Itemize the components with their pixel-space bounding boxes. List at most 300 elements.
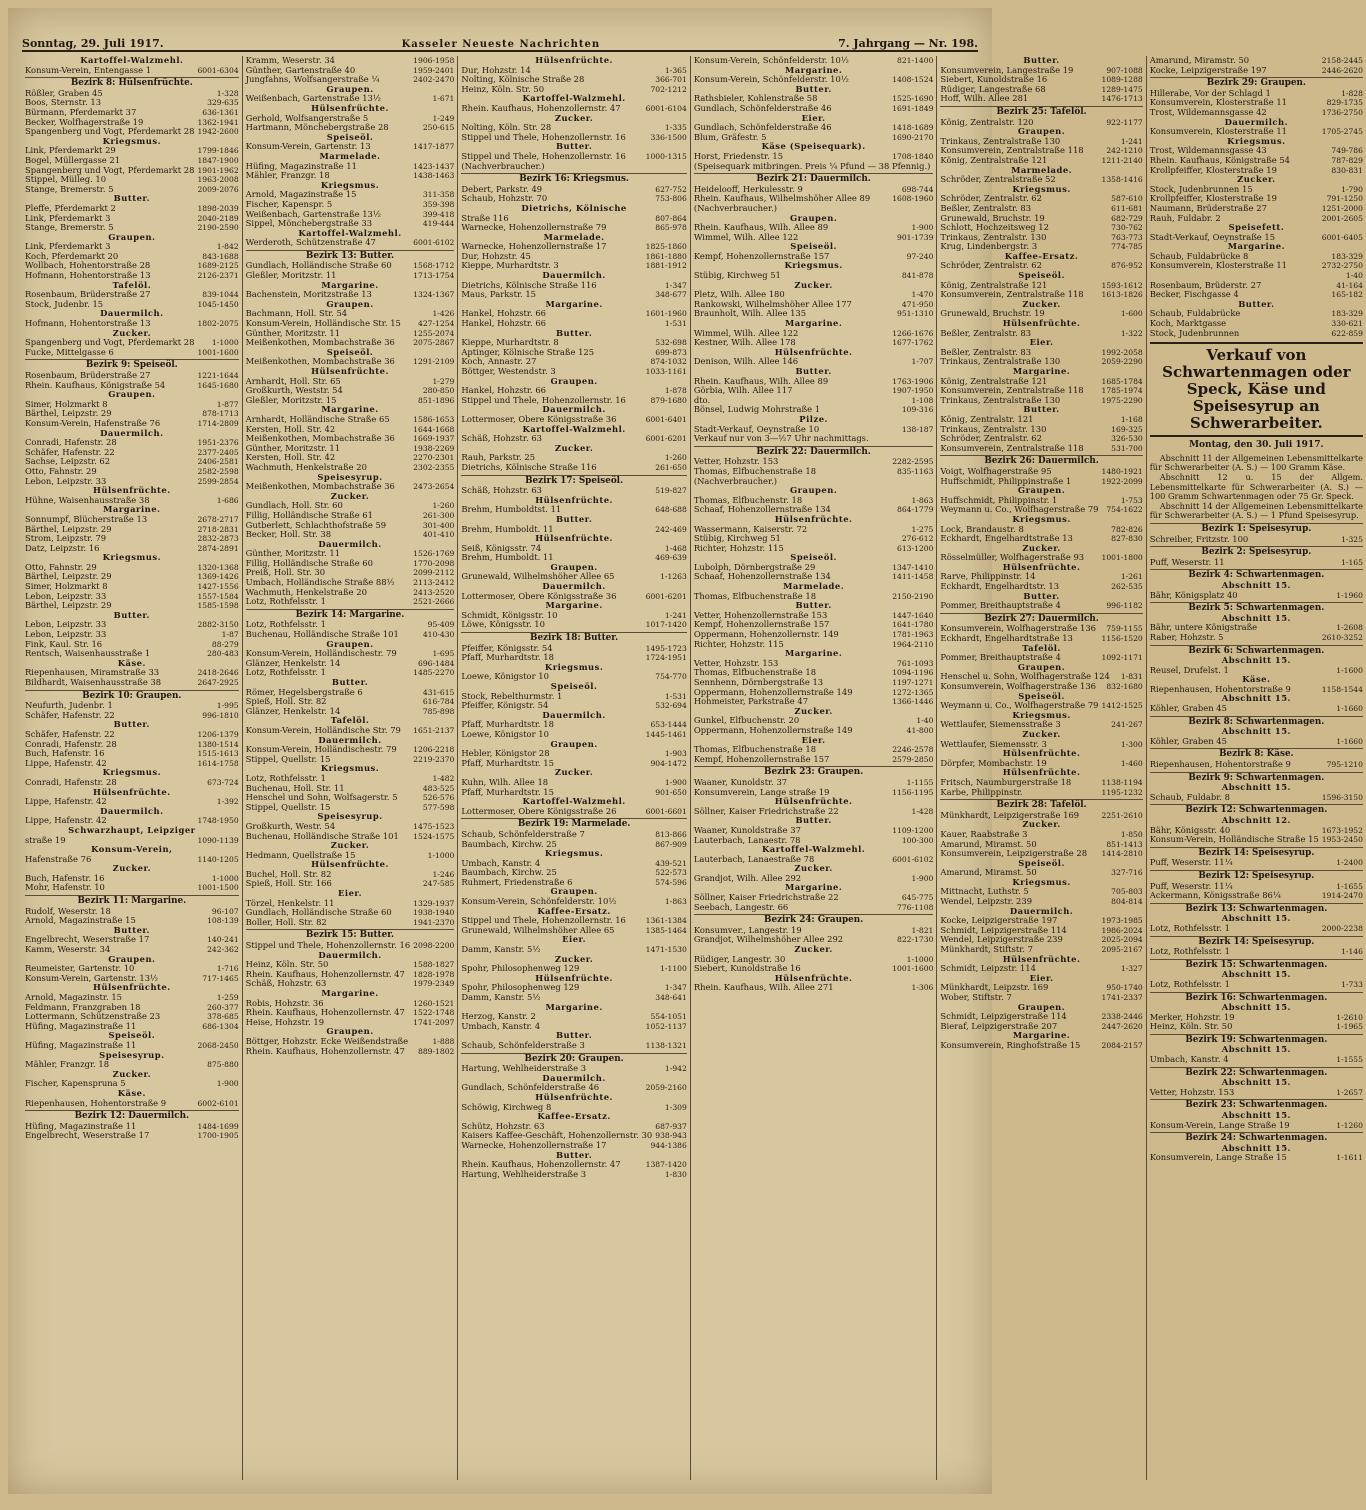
category-heading: Graupen. — [550, 375, 598, 386]
category-heading: Kriegsmus. — [320, 179, 380, 190]
shop-name: Köhler, Graben 45 — [1149, 735, 1227, 746]
shop-name: Gundlach, Schönfelderstraße 46 — [693, 122, 832, 133]
shop-name: Bähr, Königsstr. 40 — [1149, 824, 1231, 835]
ticket-range: 1412-1525 — [1101, 701, 1143, 711]
ticket-range: 1959-2401 — [413, 65, 455, 75]
ticket-range: 1898-2039 — [197, 203, 239, 213]
shop-entry — [694, 386, 934, 396]
district-section — [1150, 77, 1363, 338]
ticket-range: 1-903 — [664, 749, 687, 759]
ticket-range: 469-639 — [655, 553, 687, 563]
shop-name: Stippel, Mülleg. 10 — [25, 174, 107, 185]
shop-name: Bildhardt, Waisenhausstraße 38 — [25, 677, 162, 687]
ticket-range: 140-241 — [207, 935, 239, 945]
shop-name: Kuhn, Wilh. Allee 18 — [461, 776, 549, 787]
shop-name: Rösselmüller, Wolfhagerstraße 93 — [940, 552, 1085, 563]
ticket-range: 1480-1921 — [1101, 466, 1143, 476]
text-column — [458, 56, 690, 1480]
ticket-range: 2882-3150 — [197, 620, 239, 630]
ticket-range: 1206-1379 — [197, 729, 239, 739]
ticket-range: 829-1735 — [1326, 98, 1363, 108]
shop-entry — [25, 1131, 239, 1141]
ticket-range: 88-279 — [211, 639, 239, 649]
ticket-range: 1-1000 — [906, 954, 934, 964]
shop-name: Riepenhausen, Miramstraße 33 — [25, 667, 160, 678]
district-section — [461, 56, 686, 171]
ticket-range: 645-775 — [901, 893, 934, 903]
ticket-range: 1-1263 — [660, 572, 687, 582]
ticket-range: 1938-1940 — [413, 908, 455, 918]
ticket-range: 2040-2189 — [197, 213, 239, 223]
shop-name: Günther, Gartenstraße 40 — [245, 64, 356, 75]
ticket-range: 1-165 — [1341, 557, 1363, 567]
ticket-range: 1-309 — [664, 1102, 687, 1112]
shop-name: Schäfer, Hafenstr. 22 — [25, 728, 115, 739]
ticket-range: 526-576 — [422, 793, 455, 803]
shop-name: Stadt-Verkauf, Oeynstraße 10 — [693, 423, 820, 434]
ticket-range: 2647-2925 — [197, 678, 239, 687]
shop-name: Braunholt, Wilh. Allee 135 — [693, 308, 807, 319]
category-heading: Kriegsmus. — [320, 763, 380, 774]
shop-name: Hartung, Wehlheiderstraße 3 — [461, 1168, 587, 1179]
district-title: Bezirk 23: Graupen. — [694, 766, 934, 778]
shop-name: Stippel, Quellstr. 15 — [245, 801, 331, 812]
category-heading: Margarine. — [784, 64, 843, 75]
shop-name: Lotz, Rothfelsstr. 1 — [245, 596, 326, 607]
ticket-range: 577-598 — [422, 802, 455, 812]
shop-name: Weißenbach, Gartenstraße 13½ — [245, 208, 381, 219]
category-heading: Hülsenfrüchte. — [535, 1091, 613, 1102]
ticket-range: 2446-2620 — [1321, 65, 1363, 75]
shop-name: Gundlach, Schönfelderstraße 46 — [461, 1082, 600, 1093]
ticket-range: 1-249 — [432, 113, 455, 123]
shop-name: Kaisers Kaffee-Geschäft, Hohenzollernstr. 30 — [461, 1130, 653, 1141]
ticket-range: 471-950 — [901, 299, 934, 309]
shop-name: Feldmann, Franzgraben 18 — [25, 1001, 141, 1012]
shop-name: Spangenberg und Vogt, Pferdemarkt 28 — [25, 126, 195, 137]
district-title: Bezirk 12: Dauermilch. — [25, 1110, 239, 1122]
shop-name: Oppermann, Hohenzollernstr. 149 — [693, 629, 839, 640]
district-section — [940, 106, 1142, 453]
shop-name: Köhler, Graben 45 — [1149, 703, 1227, 714]
shop-name: Lotz, Rothfelsstr. 1 — [1149, 922, 1230, 933]
ticket-range: 1973-1985 — [1101, 916, 1143, 926]
shop-entry — [25, 1099, 239, 1109]
shop-name: Kramm, Weserstr. 34 — [245, 55, 335, 65]
shop-name: Schreiber, Fritzstr. 100 — [1149, 533, 1249, 544]
shop-name: Konsum-Verein, Holländische Str. 15 — [245, 318, 401, 329]
category-heading: Speiseöl. — [790, 552, 837, 563]
shop-name: Konsum-Verein, Holländischestr. 79 — [245, 648, 397, 659]
shop-name: Rauh, Fuldabr. 2 — [1149, 212, 1221, 223]
category-heading: Speiseöl. — [550, 681, 598, 691]
shop-name: Konsum-Verein, Holländischestr. 79 — [245, 744, 397, 755]
category-heading: Abschnitt 15. — [1221, 1142, 1291, 1153]
shop-entry — [461, 807, 686, 817]
ticket-range: 1427-1556 — [197, 582, 239, 592]
ticket-range: 648-688 — [655, 505, 687, 515]
ticket-range: 1614-1758 — [197, 758, 239, 768]
ticket-range: 2075-2867 — [413, 338, 455, 348]
shop-name: Otto, Fahnstr. 29 — [25, 465, 97, 476]
shop-name: Otto, Fahnstr. 29 — [25, 561, 97, 572]
ticket-range: 6001-6405 — [1321, 232, 1363, 242]
ticket-range: 1385-1464 — [645, 925, 687, 935]
ticket-range: 616-784 — [422, 697, 455, 707]
page-header — [22, 34, 978, 52]
shop-name: Wassermann, Kaiserstr. 72 — [693, 523, 808, 534]
shop-name: Spangenberg und Vogt, Pferdemarkt 28 — [25, 337, 195, 348]
category-heading: Zucker. — [554, 112, 594, 123]
shop-name: Huffschmidt, Philippinstr. 1 — [940, 494, 1058, 505]
shop-name: Bärthel, Leipzstr. 29 — [25, 408, 112, 419]
shop-name: Römer, Hegelsbergstraße 6 — [245, 686, 363, 697]
shop-entry — [1150, 858, 1363, 868]
ticket-range: 1-942 — [664, 1064, 687, 1074]
ticket-range: 1052-1137 — [645, 1021, 687, 1031]
ticket-range: 1593-1612 — [1101, 280, 1143, 290]
category-heading: Hülsenfrüchte. — [311, 102, 389, 113]
ticket-range: 1380-1514 — [197, 739, 239, 749]
shop-entry — [25, 883, 239, 893]
shop-name: Görbia, Wilh. Allee 117 — [693, 385, 793, 396]
ticket-range: 795-1210 — [1326, 760, 1363, 770]
category-heading: Butter. — [795, 83, 832, 94]
shop-name: Stippel und Thele, Hohenzollernstr. 16 — [461, 915, 626, 926]
shop-entry — [25, 348, 239, 358]
district-section — [1150, 959, 1363, 990]
ticket-range: 1588-1827 — [413, 960, 455, 970]
shop-name: Conradi, Hafenstr. 28 — [25, 738, 117, 749]
district-title: Bezirk 5: Schwartenmagen. — [1150, 602, 1363, 614]
shop-name: Arnold, Magazinstr. 15 — [25, 992, 122, 1002]
district-section — [1150, 936, 1363, 957]
shop-name: Lotz, Rothfelsstr. 1 — [1149, 978, 1230, 989]
category-heading: Zucker. — [112, 327, 152, 338]
district-title: Bezirk 29: Graupen. — [1150, 77, 1363, 89]
ticket-range: 242-362 — [207, 945, 239, 955]
ticket-range: 1673-1952 — [1321, 825, 1363, 835]
shop-name: Konsum-Verein, Schönfelderstr. 10½ — [693, 74, 849, 85]
shop-name: Straße 116 — [461, 212, 509, 223]
shop-name: Hebler, Königstor 28 — [461, 748, 550, 759]
ticket-range: 1-1555 — [1336, 1055, 1363, 1065]
ticket-range: 1992-2058 — [1101, 347, 1143, 357]
ticket-range: 1613-1826 — [1101, 290, 1143, 300]
ticket-range: 851-1413 — [1106, 839, 1143, 849]
category-heading: Zucker. — [554, 767, 594, 778]
shop-name: Dur, Hohzstr. 14 — [461, 64, 531, 75]
category-heading: Abschnitt 15. — [1221, 726, 1291, 737]
district-section — [461, 173, 686, 472]
ticket-range: 841-878 — [901, 271, 934, 281]
shop-name: Stippel und Thele, Hohenzollernstr. 16 — [461, 394, 626, 405]
ticket-range: 1963-2008 — [197, 175, 239, 185]
ticket-range: 2084-2157 — [1101, 1040, 1143, 1050]
shop-name: Nolting, Köln. Str. 28 — [461, 122, 552, 133]
category-heading: Speiseöl. — [326, 131, 374, 142]
district-title: Bezirk 13: Butter. — [246, 250, 455, 262]
ticket-range: 2473-2654 — [413, 482, 455, 492]
ticket-range: 1741-2097 — [413, 1017, 455, 1027]
ticket-range: 827-830 — [1111, 534, 1143, 544]
shop-name: Rhein. Kaufhaus, Hohenzollernstr. 47 — [245, 1045, 405, 1056]
shop-name: Hafenstraße 76 — [25, 853, 92, 864]
ticket-range: 1-279 — [432, 376, 455, 386]
ticket-range: 822-1730 — [897, 935, 934, 945]
ticket-range: 1525-1690 — [892, 94, 934, 104]
ticket-range: 1724-1951 — [645, 653, 687, 663]
ticket-range: 2874-2891 — [197, 543, 239, 553]
ticket-range: 2113-2412 — [413, 578, 455, 588]
ticket-range: 1-2610 — [1336, 1012, 1363, 1022]
ticket-range: 2099-2112 — [413, 568, 455, 578]
ticket-range: 1641-1780 — [892, 620, 934, 630]
shop-name: Schröder, Zentralstr. 62 — [940, 433, 1042, 444]
shop-name: Buch, Hafenstr. 16 — [25, 748, 105, 759]
district-title: Bezirk 19: Schwartenmagen. — [1150, 1034, 1363, 1046]
shop-name: Amarund, Miramst. 50 — [940, 838, 1037, 849]
ticket-range: 2246-2578 — [892, 745, 934, 755]
shop-name: Heidelooff, Herkulesstr. 9 — [693, 183, 803, 194]
shop-name: Böttger, Hohzstr. Ecke Weißendstraße — [245, 1035, 409, 1046]
shop-name: Engelbrecht, Weserstraße 17 — [25, 1130, 150, 1141]
category-heading: Margarine. — [1227, 241, 1286, 252]
shop-name: Schmidt, Königsstr. 10 — [461, 609, 558, 620]
category-heading: Graupen. — [1017, 126, 1066, 137]
ticket-range: 6001-6104 — [645, 103, 687, 113]
ticket-range: 1-2608 — [1336, 623, 1363, 633]
district-title: Bezirk 24: Graupen. — [694, 914, 934, 926]
ticket-range: 804-814 — [1111, 897, 1143, 907]
ticket-range: 1195-1232 — [1101, 787, 1143, 797]
ticket-range: 1-241 — [664, 610, 687, 620]
category-heading: Kaffee-Ersatz. — [1004, 250, 1079, 261]
ticket-range: 1-900 — [911, 223, 934, 233]
ticket-range: 419-444 — [422, 219, 455, 229]
ticket-range: 183-329 — [1331, 251, 1363, 261]
ticket-range: 682-729 — [1111, 213, 1143, 223]
shop-name: Hüfing, Magazinstraße 11 — [25, 1120, 137, 1131]
category-heading: Hülsenfrüchte. — [92, 485, 171, 496]
shop-name: Kauer, Raabstraße 3 — [940, 828, 1028, 839]
shop-name: Rentsch, Waisenhausstraße 1 — [25, 648, 151, 659]
ticket-range: 1951-2376 — [197, 438, 239, 448]
shop-name: Konsumverein, Lange straße 19 — [693, 786, 830, 797]
shop-entry — [694, 162, 934, 172]
ticket-range: 699-873 — [655, 347, 687, 357]
shop-name: Sennhenn, Dörnbergstraße 13 — [693, 677, 824, 687]
shop-name: Seebach, Langestr. 66 — [693, 901, 789, 912]
category-heading: Speiseöl. — [326, 346, 374, 357]
shop-name: Waaner, Kunoldstraße 37 — [693, 824, 801, 835]
category-heading: Kaffee-Ersatz. — [537, 905, 611, 916]
category-heading: Margarine. — [784, 318, 843, 329]
shop-name: Gerhold, Wolfsangerstraße 5 — [245, 112, 369, 123]
ticket-range: 1708-1840 — [892, 151, 934, 161]
ticket-range: 1-716 — [216, 964, 239, 974]
ticket-range: 1423-1437 — [413, 161, 455, 171]
shop-entry — [940, 94, 1142, 104]
ticket-range: 109-316 — [901, 405, 934, 415]
shop-name: Bachmann, Holl. Str. 54 — [245, 308, 348, 319]
ticket-range: 938-943 — [655, 1131, 687, 1141]
shop-name: Koch, Marktgasse — [1149, 318, 1227, 329]
shop-name: Link, Pferdemarkt 29 — [25, 145, 116, 156]
district-section — [25, 690, 239, 893]
category-heading: Kartoffel-Walzmehl. — [522, 796, 626, 807]
shop-name: Stippel, Quellstr. 15 — [245, 753, 331, 764]
shop-name: Hartmann, Mönchebergstraße 28 — [245, 122, 389, 133]
ticket-range: 330-621 — [1331, 319, 1363, 329]
category-heading: Hülsenfrüchte. — [774, 972, 853, 983]
ticket-range: 1438-1463 — [413, 171, 455, 181]
ticket-range: 2025-2094 — [1101, 935, 1143, 945]
ticket-range: 247-585 — [422, 879, 455, 889]
ticket-range: 696-1484 — [417, 658, 455, 668]
district-title: Bezirk 15: Schwartenmagen. — [1150, 959, 1363, 971]
ticket-range: 839-1044 — [202, 290, 239, 300]
shop-entry — [1150, 633, 1363, 643]
shop-name: Meißenkothen, Mombachstraße 36 — [245, 481, 395, 492]
district-title: Bezirk 12: Schwartenmagen. — [1150, 804, 1363, 816]
shop-name: Pfaff, Murhardtstr. 18 — [461, 719, 554, 730]
ticket-range: 1094-1196 — [892, 668, 934, 678]
district-section — [1150, 772, 1363, 803]
shop-name: Schäß, Hohzstr. 63 — [461, 433, 542, 444]
ticket-range: 2059-2160 — [645, 1083, 687, 1093]
district-section — [25, 56, 239, 75]
shop-name: Konsumverein, Langestraße 19 — [940, 64, 1074, 75]
shop-name: Törzel, Henkelstr. 11 — [245, 897, 335, 908]
category-heading: Abschnitt 15. — [1221, 655, 1291, 666]
shop-name: Spieß, Holl. Str. 82 — [245, 696, 327, 707]
shop-name: Rudolf, Weserstr. 18 — [25, 905, 111, 916]
shop-name: Richter, Hohzstr. 115 — [693, 542, 784, 553]
ticket-range: 522-573 — [655, 868, 687, 878]
shop-name: Pommer, Breithauptstraße 4 — [940, 652, 1061, 663]
category-heading: Tafelöl. — [330, 715, 370, 726]
shop-name: Ackermann, Königsstraße 86¼ — [1149, 890, 1282, 901]
shop-name: Konsumver., Langestr. 19 — [693, 924, 802, 935]
shop-name: Boller, Holl. Str. 82 — [245, 916, 327, 927]
shop-name: Bärthel, Leipzstr. 29 — [25, 600, 112, 611]
ticket-range: 2832-2873 — [197, 534, 239, 544]
shop-name: Sippel, Mönchebergstraße 33 — [245, 218, 373, 229]
category-heading: Graupen. — [1017, 661, 1066, 672]
ticket-range: 1206-2218 — [413, 745, 455, 755]
shop-entry — [1150, 535, 1363, 545]
shop-entry — [1150, 947, 1363, 957]
ticket-range: 165-182 — [1331, 290, 1363, 300]
category-heading: Butter. — [113, 719, 150, 730]
shop-name: Krug, Lindenbergstr. 3 — [940, 241, 1038, 252]
ticket-range: 1-246 — [432, 869, 455, 879]
ticket-range: 1255-2074 — [413, 328, 455, 338]
shop-name: Günther, Moritzstr. 11 — [245, 548, 341, 559]
ticket-range: 1-1960 — [1336, 590, 1363, 600]
shop-name: Buchel, Holl. Str. 82 — [245, 868, 332, 879]
shop-name: Thomas, Elfbuchenstraße 18 — [693, 465, 817, 476]
ticket-range: 1362-1941 — [197, 117, 239, 127]
ticket-range: 1475-1523 — [413, 821, 455, 831]
category-heading: Kartoffel-Walzmehl. — [298, 227, 402, 238]
shop-name: Schaaf, Hohenzollernstraße 134 — [693, 504, 831, 515]
shop-name: Arnhardt, Holländische Straße 65 — [245, 413, 390, 424]
category-heading: Zucker. — [1022, 728, 1061, 739]
shop-name: Stippel und Thele, Hohenzollernstr. 16 — [245, 940, 411, 951]
ticket-range: 1-468 — [664, 543, 687, 553]
category-heading: Graupen. — [108, 231, 156, 242]
category-heading: Graupen. — [789, 485, 838, 496]
shop-entry — [1150, 1055, 1363, 1065]
category-heading: Abschnitt 15. — [1221, 693, 1291, 704]
ticket-range: 41-164 — [1336, 280, 1363, 290]
shop-name: Konsum-Verein, Hafenstraße 76 — [25, 417, 161, 428]
ticket-range: 950-1740 — [1106, 983, 1143, 993]
ticket-range: 280-850 — [422, 386, 455, 396]
shop-name: Konsumverein, Leipzigerstraße 28 — [940, 848, 1088, 859]
ticket-range: 1358-1416 — [1101, 175, 1143, 185]
category-heading: Butter. — [331, 677, 369, 687]
shop-name: Stippel und Thele, Hohenzollernstr. 16 — [461, 131, 626, 142]
shop-name: Pleffe, Pferdemarkt 2 — [25, 202, 116, 213]
district-section — [1150, 870, 1363, 901]
ticket-range: 6001-6304 — [197, 65, 239, 75]
ticket-range: 830-831 — [1331, 165, 1363, 175]
shop-entry — [694, 983, 934, 993]
category-heading: Abschnitt 15. — [1221, 1110, 1291, 1121]
shop-name: Mähler, Franzgr. 18 — [25, 1059, 110, 1070]
ticket-range: 1-460 — [1120, 758, 1143, 768]
category-heading: Margarine. — [545, 1001, 603, 1012]
district-title: Bezirk 18: Butter. — [461, 632, 686, 644]
ticket-range: 1320-1368 — [197, 562, 239, 572]
ticket-range: 1-900 — [664, 777, 687, 787]
shop-name: Umbach, Kanstr. 4 — [1149, 1054, 1229, 1065]
shop-name: Weymann u. Co., Wolfhagerstraße 79 — [940, 504, 1099, 515]
category-heading: Margarine. — [321, 988, 379, 998]
shop-name: Rhein. Kaufhaus, Hohenzollernstr. 47 — [245, 1007, 405, 1018]
shop-entry — [1150, 1153, 1363, 1163]
shop-name: Spohr, Philosophenweg 129 — [461, 982, 580, 993]
shop-name: Lebon, Leipzstr. 33 — [25, 475, 107, 486]
shop-name: Konsumverein, Zentralstraße 118 — [940, 145, 1084, 156]
ticket-range: 1092-1171 — [1101, 653, 1143, 663]
ticket-range: 1608-1960 — [892, 194, 934, 204]
shop-name: Pfaff, Murhardtstr. 15 — [461, 786, 554, 797]
category-heading: Zucker. — [1022, 819, 1061, 830]
shop-name: König, Zentralstr. 121 — [940, 413, 1034, 424]
ticket-range: 1975-2290 — [1101, 395, 1143, 405]
category-heading: Speisefett. — [1228, 222, 1285, 233]
shop-name: Hüfing, Magazinstraße 11 — [25, 1039, 137, 1050]
shop-name: Buch, Hafenstr. 16 — [25, 872, 105, 883]
notice-paragraph: Abschnitt 14 der Allgemeinen Lebensmittelkarte für Schwerarbeiter (A. S.) — 1 Pfund Speisesyrup. — [1149, 500, 1363, 521]
category-heading: Hülsenfrüchte. — [1002, 767, 1081, 778]
ticket-range: 2521-2666 — [413, 597, 455, 607]
ticket-range: 1986-2024 — [1101, 925, 1143, 935]
shop-entry — [940, 788, 1142, 798]
newspaper-page — [8, 8, 1363, 1494]
shop-entry — [1150, 66, 1363, 76]
ticket-range: 1-686 — [216, 495, 239, 505]
category-heading: Butter. — [1023, 55, 1060, 65]
shop-name: Kocke, Leipzigerstraße 197 — [940, 915, 1058, 926]
category-heading: Kriegsmus. — [102, 552, 161, 563]
ticket-range: 1033-1161 — [645, 367, 687, 376]
ticket-range: 1596-3150 — [1321, 792, 1363, 802]
